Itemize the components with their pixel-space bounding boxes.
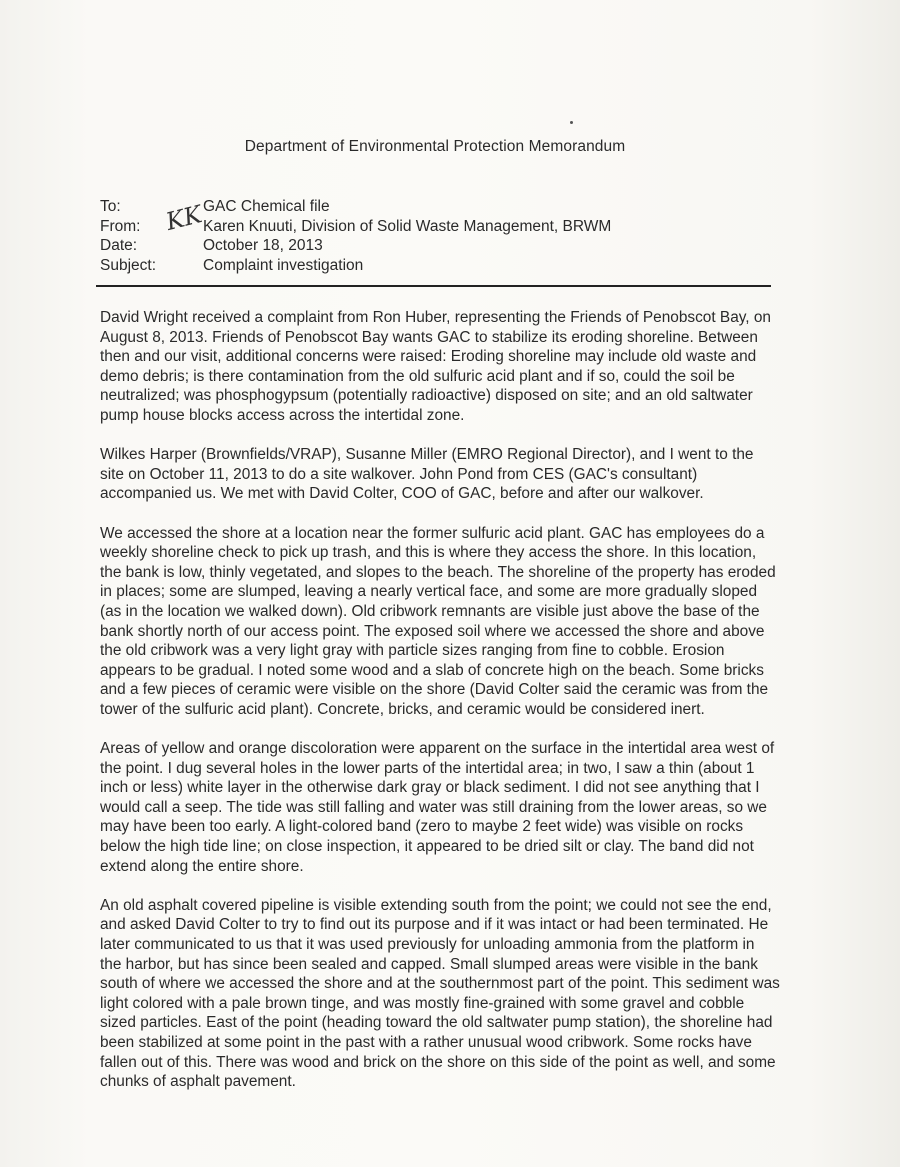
memo-body (100, 308, 780, 1111)
scan-speck (570, 121, 573, 124)
body-paragraph: Areas of yellow and orange discoloration were apparent on the surface in the intertidal area west of the point. I dug several holes in the lower parts of the intertidal area; in two, I saw a thin (about 1 inch or less) white layer in the otherwise dark gray or black sediment. I did not see anything that I would call a seep. The tide was still falling and water was still draining from the lower areas, so we may have been too early. A light-colored band (zero to maybe 2 feet wide) was visible on rocks below the high tide line; on close inspection, it appeared to be dried silt or clay. The band did not extend along the entire shore. (100, 740, 775, 875)
header-value: Complaint investigation (203, 256, 364, 274)
header-value: Karen Knuuti, Division of Solid Waste Management, BRWM (203, 217, 612, 235)
body-paragraph: Wilkes Harper (Brownfields/VRAP), Susanne Miller (EMRO Regional Director), and I went to the site on October 11, 2013 to do a site walkover. John Pond from CES (GAC's consultant) accompanied us. We met with David Colter, COO of GAC, before and after our walkover. (100, 446, 754, 503)
header-value: October 18, 2013 (203, 237, 323, 254)
body-paragraph: David Wright received a complaint from Ron Huber, representing the Friends of Penobscot Bay, on August 8, 2013. Friends of Penobscot Bay wants GAC to stabilize its eroding shoreline. Between then and our visit, additional concerns were raised: Eroding shoreline may include old waste and demo debris; is there contamination from the old sulfuric acid plant and if so, could the soil be neutralized; was phosphogypsum (potentially radioactive) disposed on site; and an old saltwater pump house blocks access across the intertidal zone. (100, 309, 771, 424)
header-label: To: (100, 198, 121, 215)
header-label: From: (100, 217, 141, 235)
header-divider (96, 285, 771, 287)
header-label: Subject: (100, 256, 157, 274)
handwritten-initials: KK (163, 200, 205, 236)
memo-title: Department of Environmental Protection Memorandum (244, 138, 626, 155)
header-row-subject (100, 256, 611, 276)
body-paragraph: We accessed the shore at a location near the former sulfuric acid plant. GAC has employees do a weekly shoreline check to pick up trash, and this is where they access the shore. In this location, the bank is low, thinly vegetated, and slopes to the beach. The shoreline of the property has eroded in places; some are slumped, leaving a nearly vertical face, and some are more gradually sloped (as in the location we walked down). Old cribwork remnants are visible just above the base of the bank shortly north of our access point. The exposed soil where we accessed the shore and above the old cribwork was a very light gray with particle sizes ranging from fine to cobble. Erosion appears to be gradual. I noted some wood and a slab of concrete high on the beach. Some bricks and a few pieces of ceramic were visible on the shore (David Colter said the ceramic was from the tower of the sulfuric acid plant). Concrete, bricks, and ceramic would be considered inert. (100, 524, 776, 718)
header-row-date (100, 236, 611, 256)
header-label: Date: (100, 237, 138, 254)
body-paragraph: An old asphalt covered pipeline is visible extending south from the point; we could not see the end, and asked David Colter to try to find out its purpose and if it was intact or had been terminated. He later communicated to us that it was used previously for unloading ammonia from the platform in the harbor, but has since been sealed and capped. Small slumped areas were visible in the bank south of where we accessed the shore and at the southernmost part of the point. This sediment was light colored with a pale brown tinge, and was mostly fine-grained with some gravel and cobble sized particles. East of the point (heading toward the old saltwater pump station), the shoreline had been stabilized at some point in the past with a rather unusual wood cribwork. Some rocks have fallen out of this. There was wood and brick on the shore on this side of the point as well, and some chunks of asphalt pavement. (100, 896, 780, 1091)
header-value: GAC Chemical file (203, 198, 330, 215)
